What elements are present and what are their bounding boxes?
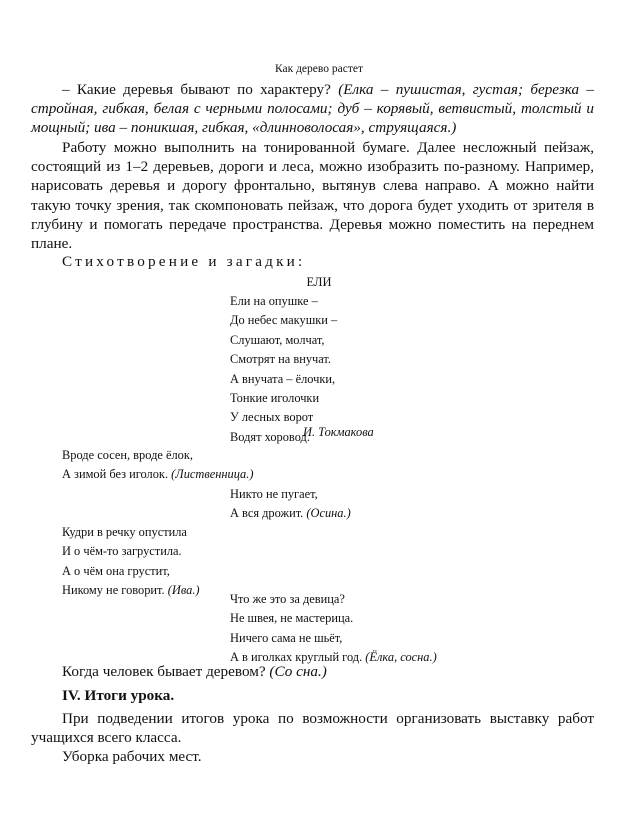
question-answer: (Елка – пушистая, густая; березка – стройная, гибкая, белая с черными полосами; дуб – корявый, ветвистый, толстый и мощный; ива – поникшая, гибкая, «длинноволосая», струящаяся.) — [31, 81, 595, 137]
riddle-answer: (Ёлка, сосна.) — [365, 650, 437, 665]
poem-line: А внучата – ёлочки, — [230, 371, 336, 386]
riddle-line: А в иголках круглый год. — [230, 650, 363, 665]
riddle-line: Никто не пугает, — [230, 487, 318, 501]
riddle-4 — [230, 590, 437, 668]
poem-line: До небес макушки – — [230, 313, 338, 328]
summary-paragraph — [31, 709, 594, 747]
poem-title: ЕЛИ — [306, 275, 332, 289]
riddle-3 — [62, 523, 200, 601]
question-lead: – Какие деревья бывают по характеру? — [62, 81, 331, 98]
cleanup-paragraph — [31, 747, 594, 766]
riddle-line: Что же это за девица? — [230, 592, 345, 606]
cleanup-text: Уборка рабочих мест. — [62, 748, 202, 765]
summary-text: При подведении итогов урока по возможности организовать выставку работ учащихся всего класса. — [31, 710, 594, 747]
task-paragraph — [31, 138, 594, 253]
final-question — [31, 662, 594, 681]
section-heading: Стихотворение и загадки: — [62, 253, 306, 270]
page-header: Как дерево растет — [275, 63, 363, 75]
riddle-answer: (Осина.) — [306, 506, 351, 521]
poem-line: Смотрят на внучат. — [230, 352, 332, 367]
poem-line: Ели на опушке – — [230, 294, 318, 308]
question-paragraph — [31, 80, 594, 138]
poem-line: У лесных ворот — [230, 410, 314, 425]
riddle-answer: (Ива.) — [167, 583, 200, 598]
riddle-line: А о чём она грустит, — [62, 563, 170, 578]
poem-line: Водят хоровод. — [230, 429, 310, 444]
poem-body — [230, 292, 337, 447]
riddle-answer: (Лиственница.) — [171, 467, 254, 482]
final-question-answer: (Со сна.) — [269, 663, 327, 680]
riddle-2 — [230, 485, 351, 524]
riddle-line: Ничего сама не шьёт, — [230, 630, 343, 645]
riddle-line: Кудри в речку опустила — [62, 525, 187, 539]
poem-author: И. Токмакова — [303, 425, 374, 439]
riddle-line: Не швея, не мастерица. — [230, 611, 354, 626]
task-text: Работу можно выполнить на тонированной бумаге. Далее несложный пейзаж, состоящий из 1–2 деревьев, дороги и леса, можно изобразить по-разному. Например, нарисовать деревья и дорогу фронтально, вытянув слева направо. А можно найти такую точку зрения, так скомпоновать пейзаж, что дорога будет уходить от зрителя в глубину и помогать передаче пространства. Деревья можно поместить на переднем плане. — [31, 139, 594, 253]
riddle-line: А вся дрожит. — [230, 506, 304, 521]
final-question-text: Когда человек бывает деревом? — [62, 663, 266, 680]
riddle-line: И о чём-то загрустила. — [62, 544, 182, 559]
poem-line: Слушают, молчат, — [230, 332, 325, 347]
riddle-line: А зимой без иголок. — [62, 467, 169, 482]
riddle-line: Никому не говорит. — [62, 583, 165, 598]
riddle-1 — [62, 446, 253, 485]
riddle-line: Вроде сосен, вроде ёлок, — [62, 448, 193, 462]
summary-heading: IV. Итоги урока. — [62, 687, 175, 704]
poem-line: Тонкие иголочки — [230, 391, 320, 406]
